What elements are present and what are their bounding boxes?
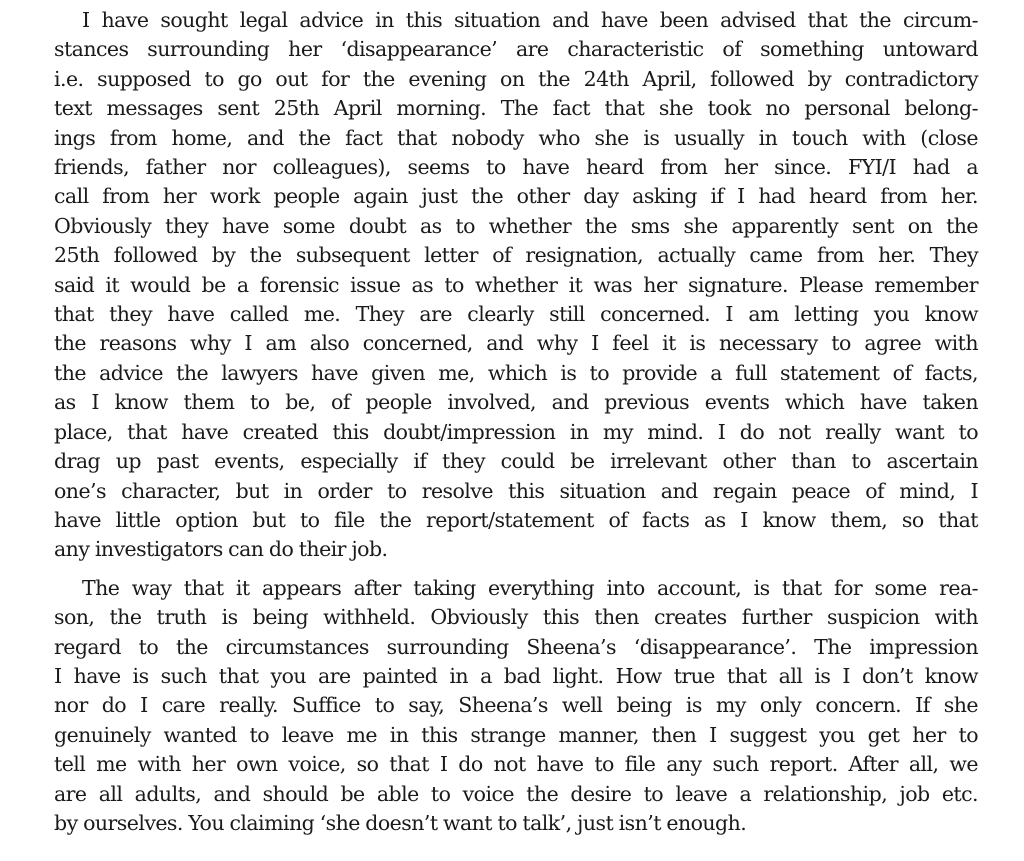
text-line: text messages sent 25th April morning. The fact that she took no personal belong- (54, 96, 978, 121)
text-line: are all adults, and should be able to voice the desire to leave a relationship, job etc. (54, 781, 978, 806)
text-line: The way that it appears after taking everything into account, is that for some rea- (82, 575, 978, 600)
text-line: by ourselves. You claiming ‘she doesn’t want to talk’, just isn’t enough. (54, 810, 747, 835)
text-line: i.e. supposed to go out for the evening on the 24th April, followed by contradictory (54, 66, 978, 91)
text-line: Obviously they have some doubt as to whether the sms she apparently sent on the (54, 213, 978, 238)
text-line: call from her work people again just the other day asking if I had heard from her. (54, 184, 978, 209)
text-line: nor do I care really. Suffice to say, Sheena’s well being is my only concern. If she (54, 693, 978, 718)
text-line: one’s character, but in order to resolve this situation and regain peace of mind, I (54, 478, 978, 503)
text-line: regard to the circumstances surrounding Sheena’s ‘disappearance’. The impression (54, 634, 978, 659)
text-line: I have sought legal advice in this situation and have been advised that the circum- (82, 8, 978, 32)
text-line: that they have called me. They are clearly still concerned. I am letting you know (54, 302, 978, 327)
text-line: the advice the lawyers have given me, which is to provide a full statement of facts, (54, 360, 978, 385)
text-line: ings from home, and the fact that nobody who she is usually in touch with (close (54, 125, 978, 150)
text-line: tell me with her own voice, so that I do not have to file any such report. After all, we (54, 752, 978, 777)
text-line: drag up past events, especially if they could be irrelevant other than to ascertain (54, 449, 978, 474)
text-line: as I know them to be, of people involved, and previous events which have taken (54, 390, 978, 415)
text-line: place, that have created this doubt/impression in my mind. I do not really want to (54, 419, 978, 444)
text-line: genuinely wanted to leave me in this strange manner, then I suggest you get her to (54, 722, 978, 747)
text-line: friends, father nor colleagues), seems to have heard from her since. FYI/I had a (54, 155, 978, 180)
text-line: said it would be a forensic issue as to whether it was her signature. Please remember (54, 272, 978, 297)
text-line: son, the truth is being withheld. Obviously this then creates further suspicion with (54, 605, 978, 630)
text-line: the reasons why I am also concerned, and why I feel it is necessary to agree with (54, 331, 978, 356)
text-line: any investigators can do their job. (54, 537, 388, 562)
text-line: I have is such that you are painted in a bad light. How true that all is I don’t know (54, 663, 978, 688)
text-line: have little option but to file the report/statement of facts as I know them, so that (54, 507, 978, 532)
text-line: 25th followed by the subsequent letter of resignation, actually came from her. They (54, 243, 978, 268)
paragraph-2 (54, 574, 978, 839)
text-line: stances surrounding her ‘disappearance’ are characteristic of something untoward (54, 37, 978, 62)
paragraph-gap (54, 565, 978, 574)
paragraph-1 (54, 6, 978, 565)
